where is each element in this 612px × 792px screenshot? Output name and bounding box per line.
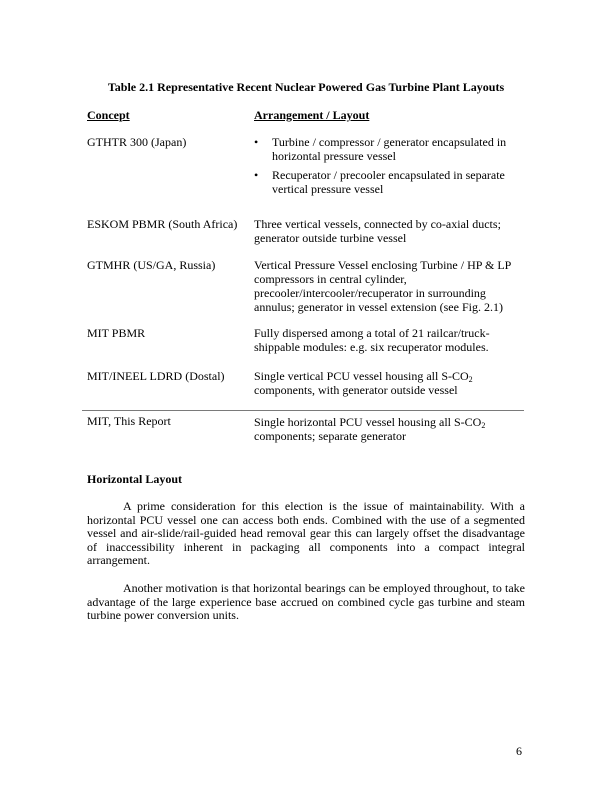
table-row-arrangement: Fully dispersed among a total of 21 railcar/truck-shippable modules: e.g. six recuperator modules. — [254, 326, 490, 354]
table-row-concept: MIT/INEEL LDRD (Dostal) — [87, 369, 225, 383]
arrangement-text: Single horizontal PCU vessel housing all S-CO — [254, 415, 482, 429]
table-row-concept: MIT PBMR — [87, 326, 146, 340]
table-row-arrangement: Three vertical vessels, connected by co-axial ducts; generator outside turbine vessel — [254, 217, 501, 245]
table-row-concept: GTMHR (US/GA, Russia) — [87, 258, 216, 272]
subscript: 2 — [481, 421, 486, 430]
page-number: 6 — [516, 744, 522, 758]
table-row-arrangement — [254, 369, 524, 397]
table-row-arrangement: Vertical Pressure Vessel enclosing Turbine / HP & LP compressors in central cylinder, precooler/intercooler/recuperator in surrounding annulus; generator in vessel extension (see Fig. 2.1) — [254, 258, 511, 314]
body-paragraph: A prime consideration for this election is the issue of maintainability. With a horizontal PCU vessel one can access both ends. Combined with the use of a segmented vessel and air-slide/rail-guided head removal gear this can largely offset the disadvantage of inaccessibility inherent in packaging all components into a compact integral arrangement. — [87, 499, 525, 567]
table-divider — [82, 410, 524, 411]
bullet-icon: • — [254, 135, 259, 149]
table-row-bullet — [254, 135, 524, 163]
table-row-bullet — [254, 168, 524, 196]
column-header-arrangement: Arrangement / Layout — [254, 108, 370, 122]
section-heading: Horizontal Layout — [87, 472, 182, 486]
arrangement-text: Single vertical PCU vessel housing all S-CO — [254, 369, 469, 383]
arrangement-text: components; separate generator — [254, 429, 406, 443]
bullet-text: Recuperator / precooler encapsulated in separate vertical pressure vessel — [272, 168, 505, 196]
subscript: 2 — [468, 375, 473, 384]
arrangement-text: components, with generator outside vessel — [254, 383, 458, 397]
body-paragraph: Another motivation is that horizontal bearings can be employed throughout, to take advantage of the large experience base accrued on combined cycle gas turbine and steam turbine power conversion units. — [87, 581, 525, 622]
table-row-concept: MIT, This Report — [87, 414, 171, 428]
bullet-text: Turbine / compressor / generator encapsulated in horizontal pressure vessel — [272, 135, 507, 163]
bullet-icon: • — [254, 168, 259, 182]
table-row-arrangement — [254, 415, 524, 443]
table-row-concept: GTHTR 300 (Japan) — [87, 135, 187, 149]
column-header-concept: Concept — [87, 108, 130, 122]
table-title: Table 2.1 Representative Recent Nuclear Powered Gas Turbine Plant Layouts — [107, 80, 505, 94]
table-row-concept: ESKOM PBMR (South Africa) — [87, 217, 238, 231]
